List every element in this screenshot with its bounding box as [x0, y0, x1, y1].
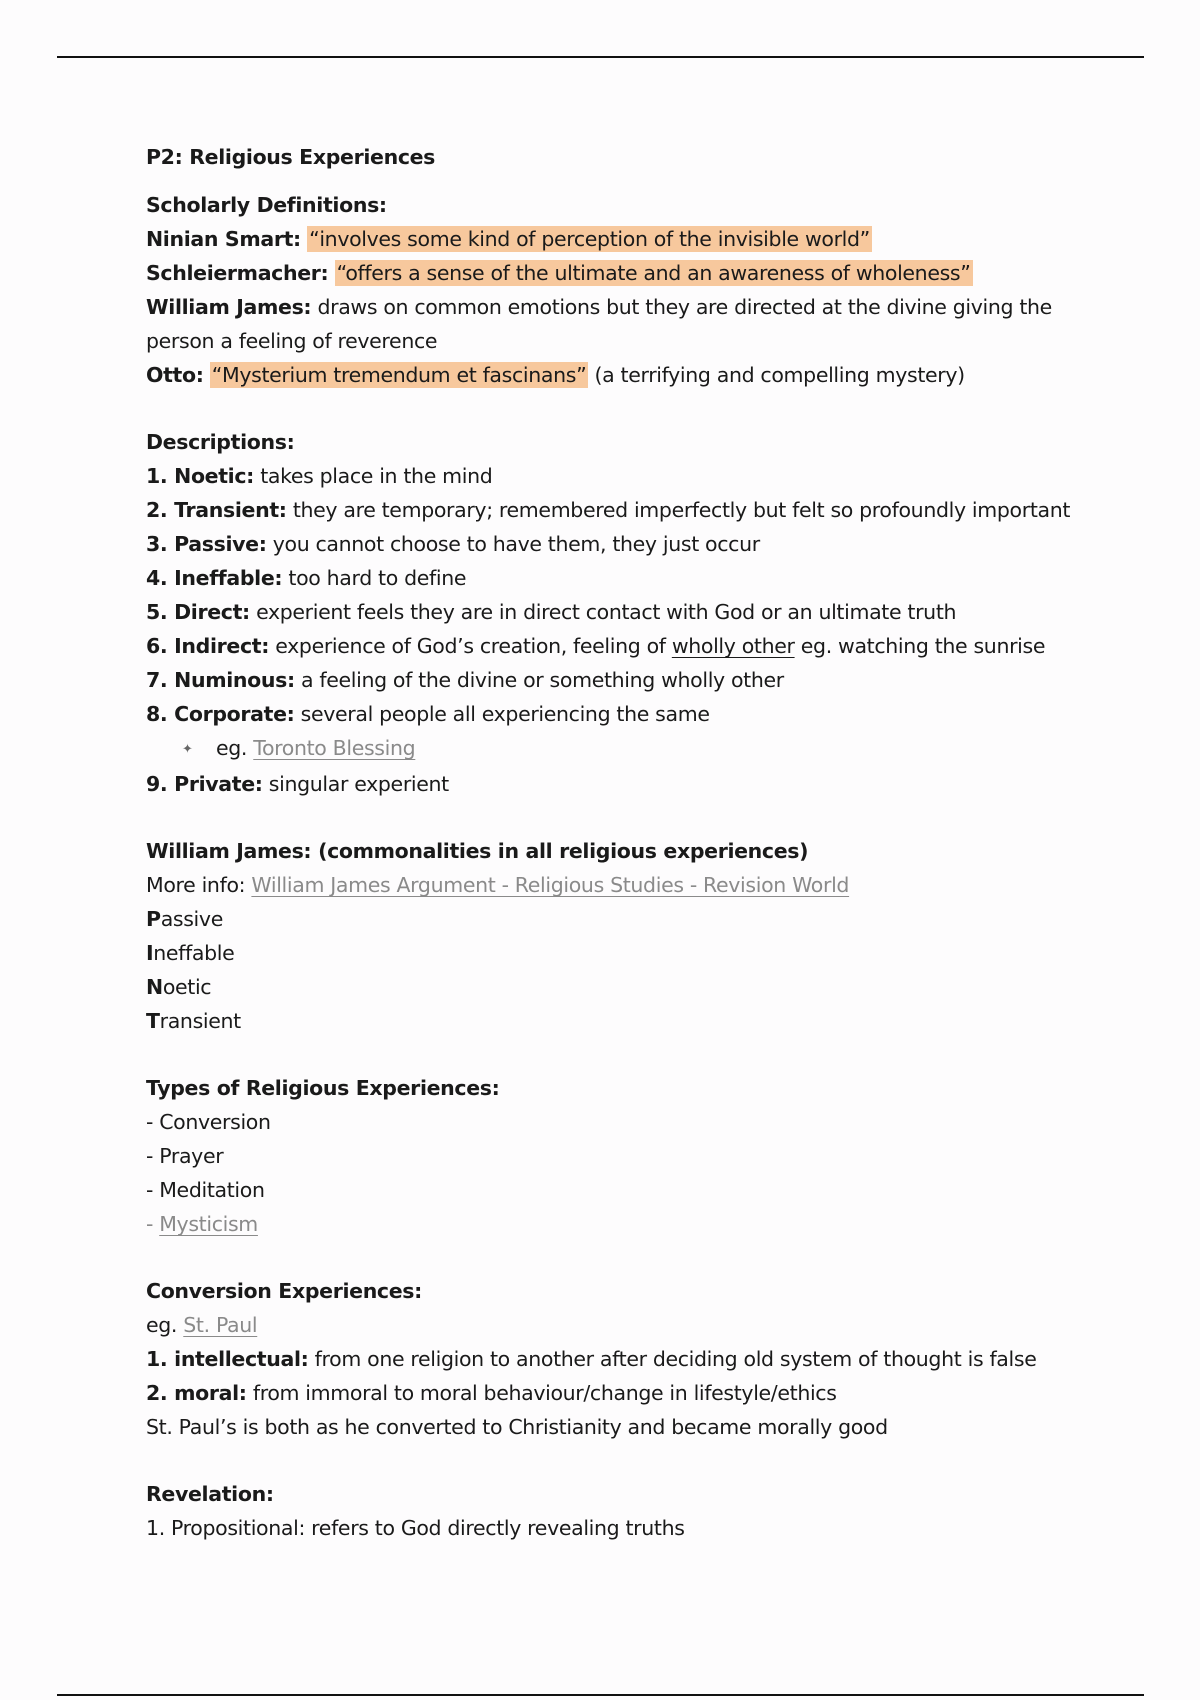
revelation-item: 1. Propositional: refers to God directly revealing truths	[146, 1516, 685, 1540]
toronto-blessing-link[interactable]: Toronto Blessing	[253, 736, 416, 760]
description-item: 7. Numinous: a feeling of the divine or something wholly other	[146, 668, 784, 692]
highlighted-quote: “Mysterium tremendum et fascinans”	[211, 363, 587, 387]
descriptions-section	[146, 425, 1076, 801]
definition-smart: Ninian Smart: “involves some kind of perception of the invisible world”	[146, 227, 870, 251]
list-item: - Prayer	[146, 1144, 224, 1168]
bullet-star-icon: ✦	[182, 742, 193, 757]
definition-otto: Otto: “Mysterium tremendum et fascinans” (a terrifying and compelling mystery)	[146, 363, 965, 387]
section-heading: William James: (commonalities in all religious experiences)	[146, 839, 809, 863]
revelation-section	[146, 1477, 1076, 1545]
description-item: 1. Noetic: takes place in the mind	[146, 464, 493, 488]
section-heading: Types of Religious Experiences:	[146, 1076, 500, 1100]
document-body	[146, 140, 1076, 1545]
william-james-section	[146, 834, 1076, 1038]
underlined-term: wholly other	[671, 634, 795, 658]
list-item: - Mysticism	[146, 1212, 258, 1236]
more-info-line: More info: William James Argument - Religious Studies - Revision World	[146, 873, 850, 897]
description-item: 9. Private: singular experient	[146, 772, 449, 796]
header-rule	[57, 56, 1144, 58]
list-item: - Conversion	[146, 1110, 271, 1134]
section-heading: Scholarly Definitions:	[146, 193, 387, 217]
definition-james: William James: draws on common emotions but they are directed at the divine giving the person a feeling of reverence	[146, 295, 1052, 353]
conversion-item: 2. moral: from immoral to moral behaviour/change in lifestyle/ethics	[146, 1381, 837, 1405]
highlighted-quote: “involves some kind of perception of the invisible world”	[309, 227, 870, 251]
section-heading: Revelation:	[146, 1482, 274, 1506]
example-line: eg. St. Paul	[146, 1313, 258, 1337]
acronym-item: Passive	[146, 907, 223, 931]
section-heading: Conversion Experiences:	[146, 1279, 422, 1303]
conversion-section	[146, 1274, 1076, 1444]
description-item: 5. Direct: experient feels they are in direct contact with God or an ultimate truth	[146, 600, 957, 624]
mysticism-link[interactable]: Mysticism	[159, 1212, 258, 1236]
page-title: P2: Religious Experiences	[146, 145, 436, 169]
footer-rule	[57, 1694, 1144, 1696]
conversion-summary: St. Paul’s is both as he converted to Christianity and became morally good	[146, 1415, 888, 1439]
acronym-item: Transient	[146, 1009, 241, 1033]
scholarly-definitions-section	[146, 188, 1076, 392]
description-item: 2. Transient: they are temporary; remembered imperfectly but felt so profoundly important	[146, 498, 1071, 522]
section-heading: Descriptions:	[146, 430, 295, 454]
list-item: - Meditation	[146, 1178, 265, 1202]
description-item: 6. Indirect: experience of God’s creation, feeling of wholly other eg. watching the sunrise	[146, 634, 1046, 658]
st-paul-link[interactable]: St. Paul	[183, 1313, 258, 1337]
acronym-item: Noetic	[146, 975, 212, 999]
revision-world-link[interactable]: William James Argument - Religious Studies - Revision World	[251, 873, 850, 897]
types-section	[146, 1071, 1076, 1241]
sub-bullet: ✦ eg. Toronto Blessing	[146, 731, 1076, 767]
description-item: 4. Ineffable: too hard to define	[146, 566, 467, 590]
highlighted-quote: “offers a sense of the ultimate and an awareness of wholeness”	[336, 261, 971, 285]
acronym-item: Ineffable	[146, 941, 235, 965]
description-item: 3. Passive: you cannot choose to have them, they just occur	[146, 532, 760, 556]
description-item: 8. Corporate: several people all experiencing the same	[146, 702, 710, 726]
conversion-item: 1. intellectual: from one religion to another after deciding old system of thought is false	[146, 1347, 1037, 1371]
definition-schleiermacher: Schleiermacher: “offers a sense of the ultimate and an awareness of wholeness”	[146, 261, 971, 285]
